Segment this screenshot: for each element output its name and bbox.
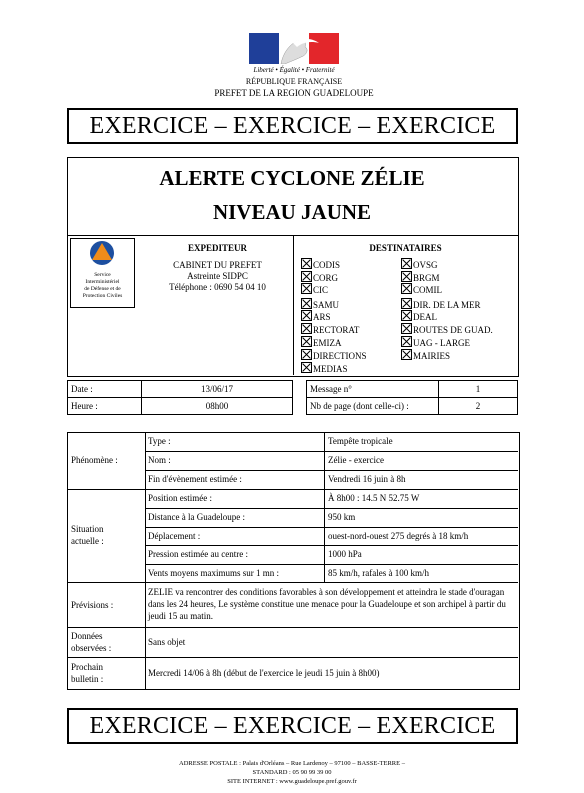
message-label: Message n° (306, 380, 439, 398)
fin-label: Fin d'évènement estimée : (148, 474, 242, 484)
republic-name: RÉPUBLIQUE FRANÇAISE (245, 77, 343, 86)
date-value: 13/06/17 (141, 380, 293, 398)
divider (67, 582, 518, 583)
divider (67, 657, 518, 658)
footer-website[interactable]: SITE INTERNET : www.guadeloupe.pref.gouv.fr (227, 778, 357, 785)
marianne-logo-icon (249, 33, 339, 64)
recipient-item[interactable]: COMIL (401, 283, 442, 295)
donnees-label: Données (71, 631, 103, 641)
expediteur-title: EXPEDITEUR (187, 243, 247, 253)
recipient-item[interactable]: DIR. DE LA MER (401, 298, 481, 310)
divider (145, 470, 518, 471)
prefecture-name: PREFET DE LA REGION GUADELOUPE (214, 88, 374, 98)
donnees-label: observées : (71, 643, 112, 653)
checked-box-icon[interactable] (401, 310, 412, 321)
divider (67, 489, 518, 490)
checked-box-icon[interactable] (301, 349, 312, 360)
hour-value: 08h00 (141, 397, 293, 415)
recipient-item[interactable]: ARS (301, 310, 331, 322)
recipient-item[interactable]: BRGM (401, 271, 440, 283)
vents-label: Vents moyens maximums sur 1 mn : (148, 568, 279, 578)
checked-box-icon[interactable] (401, 298, 412, 309)
position-label: Position estimée : (148, 493, 212, 503)
checked-box-icon[interactable] (401, 349, 412, 360)
previsions-text: ZELIE va rencontrer des conditions favorables à son développement et atteindra le stade d'ouragan dans les 24 heures, Le système constitue une menace pour la Guadeloupe et son archipel à partir du jeudi 15 au matin. (148, 587, 506, 621)
divider (145, 564, 518, 565)
type-value: Tempête tropicale (328, 436, 393, 446)
sidpc-label: Service Interministériel de Défense et de Protection Civiles (82, 272, 123, 299)
recipient-item[interactable]: UAG - LARGE (401, 336, 470, 348)
hour-label: Heure : (67, 397, 142, 415)
pression-value: 1000 hPa (328, 549, 362, 559)
divider (293, 235, 294, 375)
pages-value: 2 (438, 397, 518, 415)
footer-address: ADRESSE POSTALE : Palais d'Orléans – Rue Lardenoy – 97100 – BASSE-TERRE – (179, 760, 405, 767)
checked-box-icon[interactable] (301, 323, 312, 334)
distance-value: 950 km (328, 512, 356, 522)
alert-title: ALERTE CYCLONE ZÉLIE (159, 166, 425, 190)
exercise-banner-top: EXERCICE – EXERCICE – EXERCICE (67, 108, 518, 144)
destinataires-title: DESTINATAIRES (369, 243, 442, 253)
checked-box-icon[interactable] (401, 258, 412, 269)
donnees-value: Sans objet (148, 637, 186, 647)
alert-level: NIVEAU JAUNE (212, 200, 372, 224)
checked-box-icon[interactable] (301, 298, 312, 309)
prochain-value: Mercredi 14/06 à 8h (début de l'exercice le jeudi 15 juin à 8h00) (148, 668, 380, 678)
recipient-item[interactable]: SAMU (301, 298, 339, 310)
recipient-item[interactable]: CIC (301, 283, 328, 295)
expediteur-line: Astreinte SIDPC (187, 271, 248, 281)
fin-value: Vendredi 16 juin à 8h (328, 474, 406, 484)
checked-box-icon[interactable] (401, 323, 412, 334)
recipient-item[interactable]: DEAL (401, 310, 437, 322)
recipient-item[interactable]: EMIZA (301, 336, 342, 348)
checked-box-icon[interactable] (301, 283, 312, 294)
expediteur-phone: Téléphone : 0690 54 04 10 (169, 282, 266, 292)
checked-box-icon[interactable] (301, 271, 312, 282)
recipient-item[interactable]: MAIRIES (401, 349, 450, 361)
vents-value: 85 km/h, rafales à 100 km/h (328, 568, 429, 578)
divider (145, 527, 518, 528)
expediteur-line: CABINET DU PREFET (173, 260, 262, 270)
date-label: Date : (67, 380, 142, 398)
prochain-label: bulletin : (71, 674, 104, 684)
distance-label: Distance à la Guadeloupe : (148, 512, 245, 522)
footer (100, 759, 484, 786)
checked-box-icon[interactable] (301, 258, 312, 269)
checked-box-icon[interactable] (301, 310, 312, 321)
divider (324, 432, 325, 582)
recipient-item[interactable]: MEDIAS (301, 362, 348, 374)
message-number: 1 (438, 380, 518, 398)
pression-label: Pression estimée au centre : (148, 549, 248, 559)
situation-label: actuelle : (71, 536, 104, 546)
divider (145, 545, 518, 546)
recipient-item[interactable]: CORG (301, 271, 338, 283)
nom-value: Zélie - exercice (328, 455, 384, 465)
exercise-banner-bottom: EXERCICE – EXERCICE – EXERCICE (67, 708, 518, 744)
recipient-item[interactable]: DIRECTIONS (301, 349, 367, 361)
divider (145, 451, 518, 452)
prochain-label: Prochain (71, 662, 103, 672)
type-label: Type : (148, 436, 171, 446)
civil-protection-icon (88, 240, 116, 266)
deplacement-value: ouest-nord-ouest 275 degrés à 18 km/h (328, 531, 469, 541)
recipient-item[interactable]: RECTORAT (301, 323, 359, 335)
checked-box-icon[interactable] (401, 283, 412, 294)
deplacement-label: Déplacement : (148, 531, 201, 541)
footer-phone: STANDARD : 05 90 99 39 00 (252, 769, 332, 776)
republic-motto: Liberté • Égalité • Fraternité (253, 66, 335, 74)
divider (145, 508, 518, 509)
position-value: À 8h00 : 14.5 N 52.75 W (328, 493, 420, 503)
situation-label: Situation (71, 524, 104, 534)
phenomene-label: Phénomène : (71, 455, 118, 465)
checked-box-icon[interactable] (301, 362, 312, 373)
checked-box-icon[interactable] (401, 271, 412, 282)
recipient-item[interactable]: OVSG (401, 258, 438, 270)
divider (67, 627, 518, 628)
checked-box-icon[interactable] (401, 336, 412, 347)
checked-box-icon[interactable] (301, 336, 312, 347)
pages-label: Nb de page (dont celle-ci) : (306, 397, 439, 415)
recipient-item[interactable]: ROUTES DE GUAD. (401, 323, 493, 335)
recipient-item[interactable]: CODIS (301, 258, 340, 270)
previsions-label: Prévisions : (71, 600, 114, 610)
nom-label: Nom : (148, 455, 171, 465)
